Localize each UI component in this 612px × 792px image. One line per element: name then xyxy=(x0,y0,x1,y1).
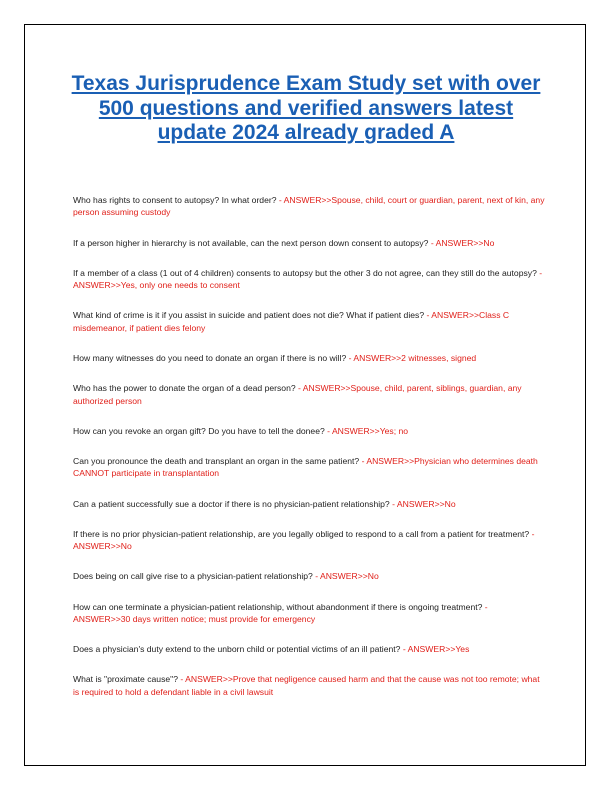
qa-item xyxy=(73,237,545,249)
qa-item xyxy=(73,528,545,553)
qa-item xyxy=(73,498,545,510)
qa-item xyxy=(73,601,545,626)
qa-item xyxy=(73,570,545,582)
answer-text: - ANSWER>>Prove that negligence caused harm and that the cause was not too remote; what is required to hold a defendant liable in a civil lawsuit xyxy=(73,674,540,697)
question-text: Can a patient successfully sue a doctor if there is no physician-patient relationship? xyxy=(73,498,390,509)
question-text: How can one terminate a physician-patient relationship, without abandonment if there is ongoing treatment? xyxy=(73,601,483,612)
question-text: If a person higher in hierarchy is not available, can the next person down consent to autopsy? xyxy=(73,237,429,248)
answer-text: - ANSWER>>30 days written notice; must provide for emergency xyxy=(73,601,488,625)
question-text: How can you revoke an organ gift? Do you have to tell the donee? xyxy=(73,425,325,436)
question-text: Does a physician's duty extend to the unborn child or potential victims of an ill patient? xyxy=(73,644,401,655)
qa-item xyxy=(73,382,545,407)
qa-item xyxy=(73,455,545,480)
question-text: Does being on call give rise to a physician-patient relationship? xyxy=(73,571,313,582)
answer-text: - ANSWER>>Class C misdemeanor, if patient dies felony xyxy=(73,310,510,333)
answer-text: - ANSWER>>Yes; no xyxy=(324,425,409,436)
question-text: If a member of a class (1 out of 4 children) consents to autopsy but the other 3 do not agree, can they still do the autopsy? xyxy=(73,267,537,278)
question-text: Who has the power to donate the organ of a dead person? xyxy=(73,383,296,394)
qa-item xyxy=(73,309,545,334)
qa-item xyxy=(73,267,545,292)
qa-item xyxy=(73,673,545,698)
answer-text: - ANSWER>>Physician who determines death CANNOT participate in transplantation xyxy=(73,456,538,479)
answer-text: - ANSWER>>Yes, only one needs to consent xyxy=(73,267,543,291)
question-text: If there is no prior physician-patient relationship, are you legally obliged to respond to a call from a patient for treatment? xyxy=(73,528,530,539)
answer-text: - ANSWER>>2 witnesses, signed xyxy=(346,353,477,364)
answer-text: - ANSWER>>Spouse, child, parent, siblings, guardian, any authorized person xyxy=(73,383,522,406)
question-text: How many witnesses do you need to donate an organ if there is no will? xyxy=(73,353,347,364)
question-text: Can you pronounce the death and transplant an organ in the same patient? xyxy=(73,456,360,467)
answer-text: - ANSWER>>No xyxy=(428,237,495,248)
answer-text: - ANSWER>>Spouse, child, court or guardian, parent, next of kin, any person assuming custody xyxy=(73,195,545,218)
answer-text: - ANSWER>>No xyxy=(312,571,379,582)
answer-text: - ANSWER>>Yes xyxy=(400,644,470,655)
question-text: Who has rights to consent to autopsy? In what order? xyxy=(73,195,277,205)
qa-item xyxy=(73,425,545,437)
document-title: Texas Jurisprudence Exam Study set with over 500 questions and verified answers latest update 2024 already graded A xyxy=(71,72,541,144)
qa-item xyxy=(73,194,545,219)
answer-text: - ANSWER>>No xyxy=(73,528,535,552)
qa-item xyxy=(73,352,545,364)
question-text: What kind of crime is it if you assist in suicide and patient does not die? What if patient dies? xyxy=(73,310,425,321)
qa-list xyxy=(73,194,545,716)
question-text: What is "proximate cause"? xyxy=(73,674,178,685)
qa-item xyxy=(73,643,545,655)
answer-text: - ANSWER>>No xyxy=(389,498,456,509)
